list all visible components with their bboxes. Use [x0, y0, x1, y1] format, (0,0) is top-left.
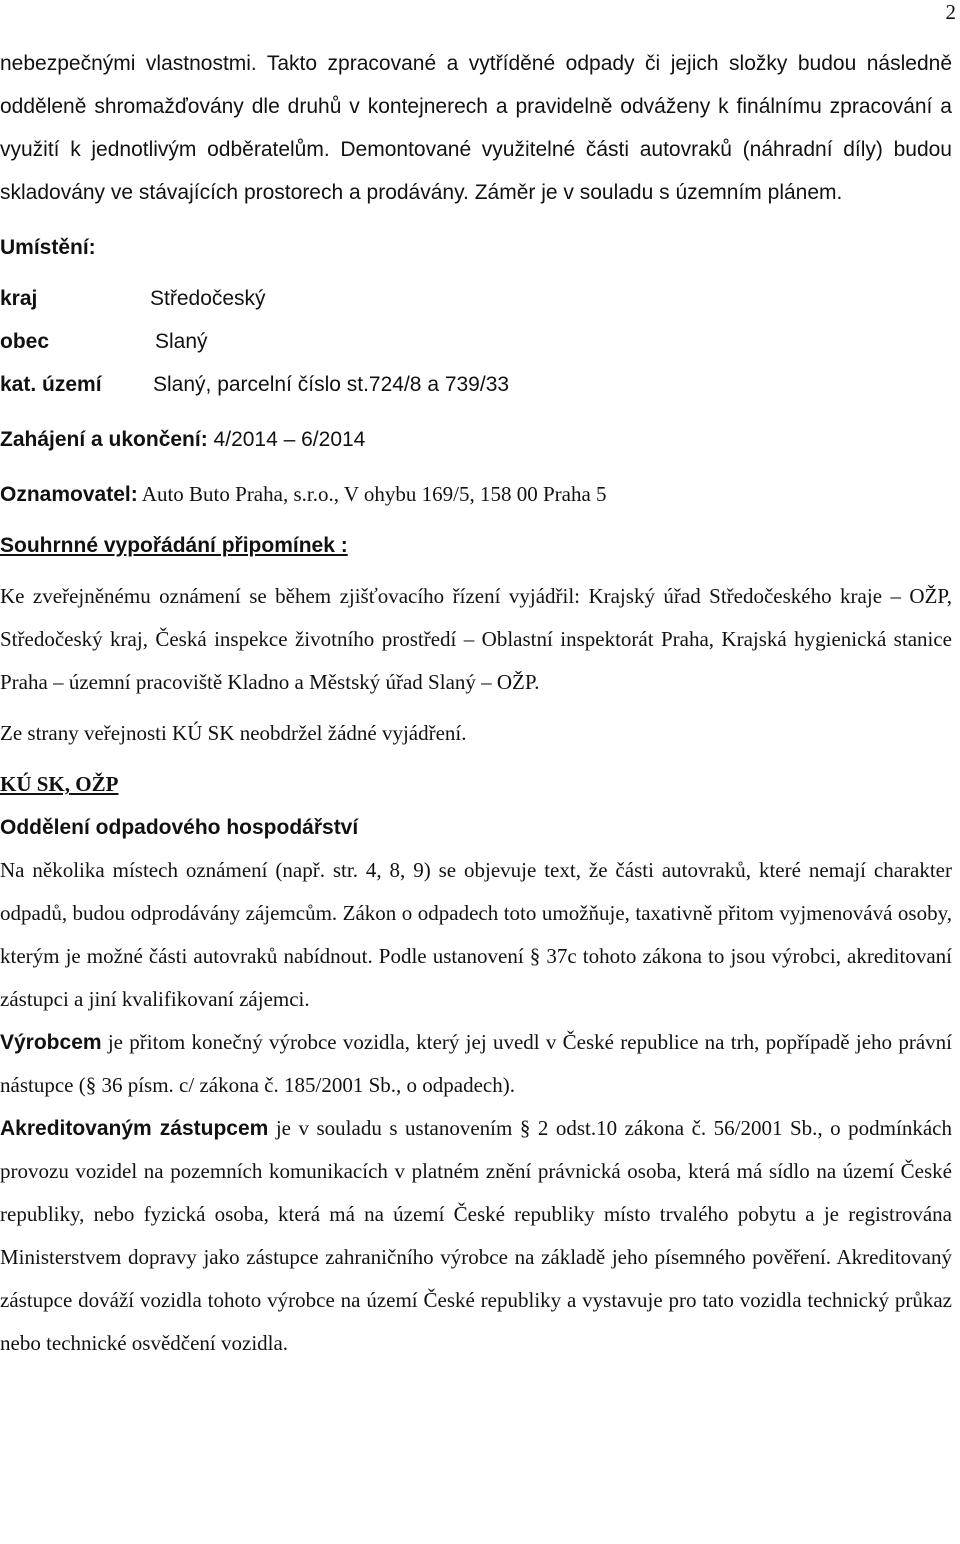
public-comment-paragraph: Ze strany veřejnosti KÚ SK neobdržel žádné vyjádření. — [0, 721, 467, 745]
page-number: 2 — [945, 0, 956, 24]
location-key: obec — [0, 330, 50, 353]
producer-paragraph — [0, 1021, 952, 1107]
location-value: Středočeský — [150, 287, 266, 310]
notifier-value: Auto Buto Praha, s.r.o., V ohybu 169/5, 158 00 Praha 5 — [137, 482, 607, 506]
location-value: Slaný — [155, 330, 208, 353]
location-row-kraj — [0, 277, 952, 320]
section-subheading: Oddělení odpadového hospodářství — [0, 816, 359, 839]
notifier-line — [0, 473, 952, 516]
summary-heading: Souhrnné vypořádání připomínek : — [0, 534, 348, 557]
intro-paragraph: nebezpečnými vlastnostmi. Takto zpracované a vytříděné odpady či jejich složky budou následně odděleně shromažďovány dle druhů v kontejnerech a pravidelně odváženy k finálnímu zpracování a využití k jednotlivým odběratelům. Demontované využitelné části autovraků (náhradní díly) budou skladovány ve stávajících prostorech a prodávány. Záměr je v souladu s územním plánem. — [0, 52, 952, 204]
section-paragraph: Na několika místech oznámení (např. str. 4, 8, 9) se objevuje text, že části autovraků, které nemají charakter odpadů, budou odprodávány zájemcům. Zákon o odpadech toto umožňuje, taxativně přitom vyjmenovává osoby, kterým je možné části autovraků nabídnout. Podle ustanovení § 37c tohoto zákona to jsou výrobci, akreditovaní zástupci a jiní kvalifikovaní zájemci. — [0, 858, 952, 1011]
location-row-obec — [0, 320, 952, 363]
summary-paragraph: Ke zveřejněnému oznámení se během zjišťovacího řízení vyjádřil: Krajský úřad Středočeského kraje – OŽP, Středočeský kraj, Česká inspekce životního prostředí – Oblastní inspektorát Praha, Krajská hygienická stanice Praha – územní pracoviště Kladno a Městský úřad Slaný – OŽP. — [0, 584, 952, 694]
location-key: kat. území — [0, 373, 102, 396]
location-table — [0, 277, 952, 406]
dates-label: Zahájení a ukončení: — [0, 428, 208, 451]
document-body — [0, 42, 952, 1365]
dates-line — [0, 418, 952, 461]
representative-definition: je v souladu s ustanovením § 2 odst.10 zákona č. 56/2001 Sb., o podmínkách provozu vozidel na pozemních komunikacích v platném znění právnická osoba, která má sídlo na území České republiky, nebo fyzická osoba, která má na území České republiky místo trvalého pobytu a je registrována Ministerstvem dopravy jako zástupce zahraničního výrobce na základě jeho písemného pověření. Akreditovaný zástupce dováží vozidla tohoto výrobce na území České republiky a vystavuje pro tato vozidla technický průkaz nebo technické osvědčení vozidla. — [0, 1116, 952, 1355]
producer-definition: je přitom konečný výrobce vozidla, který jej uvedl v České republice na trh, popřípadě jeho právní nástupce (§ 36 písm. c/ zákona č. 185/2001 Sb., o odpadech). — [0, 1030, 952, 1097]
location-row-kat-uzemi — [0, 363, 952, 406]
location-key: kraj — [0, 287, 38, 310]
representative-term: Akreditovaným zástupcem — [0, 1117, 269, 1140]
notifier-label: Oznamovatel: — [0, 483, 138, 506]
producer-term: Výrobcem — [0, 1031, 102, 1054]
location-heading: Umístění: — [0, 236, 96, 259]
dates-value: 4/2014 – 6/2014 — [207, 428, 366, 451]
representative-paragraph — [0, 1107, 952, 1365]
location-value: Slaný, parcelní číslo st.724/8 a 739/33 — [153, 373, 510, 396]
section-heading: KÚ SK, OŽP — [0, 772, 119, 796]
